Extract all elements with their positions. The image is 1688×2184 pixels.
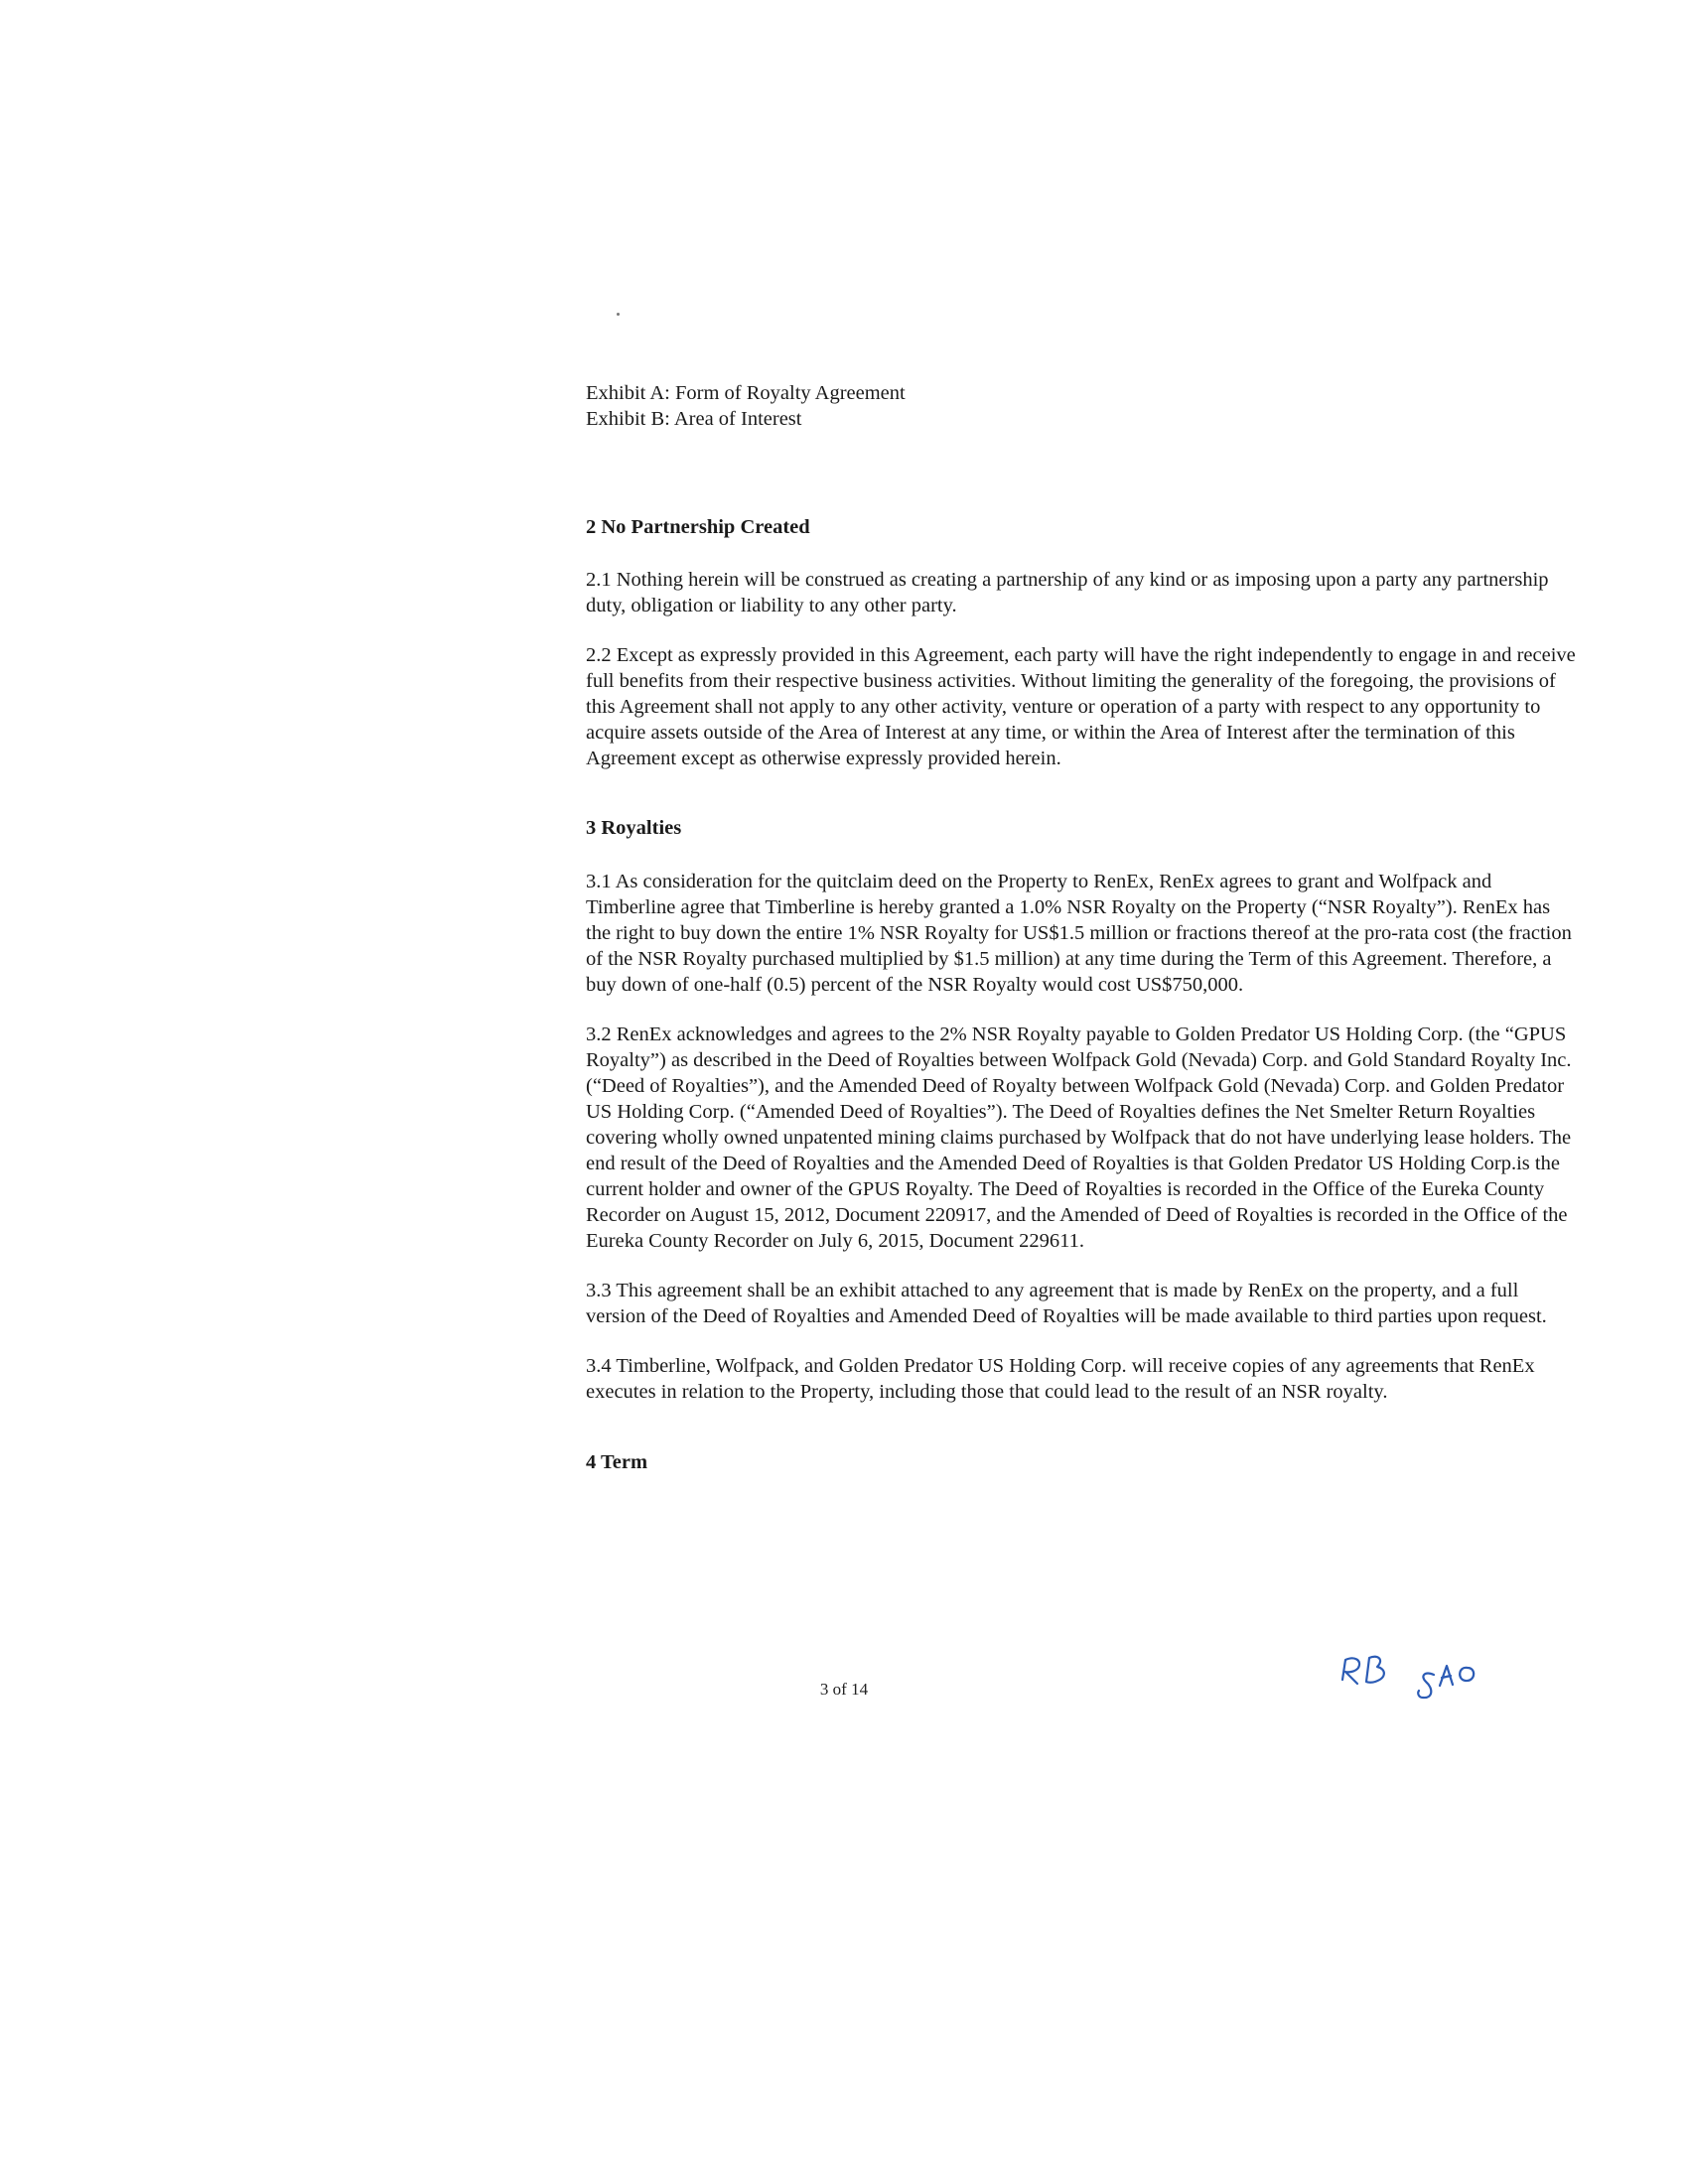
section-3-heading: 3 Royalties [586, 817, 682, 839]
section-3-2: 3.2 RenEx acknowledges and agrees to the 2% NSR Royalty payable to Golden Predator US Holding Corp. (the “GPUS Royalty”) as described in the Deed of Royalties between Wolfpack Gold (Nevada) Corp. and Gold Standard Royalty Inc. (“Deed of Royalties”), and the Amended Deed of Royalty between Wolfpack Gold (Nevada) Corp. and Golden Predator US Holding Corp. (“Amended Deed of Royalties”). The Deed of Royalties defines the Net Smelter Return Royalties covering wholly owned unpatented mining claims purchased by Wolfpack that do not have underlying lease holders. The end result of the Deed of Royalties and the Amended Deed of Royalties is that Golden Predator US Holding Corp.is the current holder and owner of the GPUS Royalty. The Deed of Royalties is recorded in the Office of the Eureka County Recorder on August 15, 2012, Document 220917, and the Amended of Deed of Royalties is recorded in the Office of the Eureka County Recorder on July 6, 2015, Document 229611. [586, 1024, 1572, 1252]
section-2-heading: 2 No Partnership Created [586, 516, 810, 538]
exhibit-list [586, 380, 1579, 432]
section-3-3: 3.3 This agreement shall be an exhibit attached to any agreement that is made by RenEx on the property, and a full version of the Deed of Royalties and Amended Deed of Royalties will be made available to third parties upon request. [586, 1280, 1547, 1327]
section-2-2: 2.2 Except as expressly provided in this Agreement, each party will have the right independently to engage in and receive full benefits from their respective business activities. Without limiting the generality of the foregoing, the provisions of this Agreement shall not apply to any other activity, venture or operation of a party with respect to any opportunity to acquire assets outside of the Area of Interest at any time, or within the Area of Interest after the termination of this Agreement except as otherwise expressly provided herein. [586, 644, 1576, 769]
section-2-1: 2.1 Nothing herein will be construed as creating a partnership of any kind or as imposing upon a party any partnership duty, obligation or liability to any other party. [586, 569, 1549, 616]
initials-drawing [1331, 1638, 1529, 1727]
exhibit-b: Exhibit B: Area of Interest [586, 408, 802, 430]
initial-b-stroke [1366, 1657, 1384, 1683]
section-3-1: 3.1 As consideration for the quitclaim deed on the Property to RenEx, RenEx agrees to grant and Wolfpack and Timberline agree that Timberline is hereby granted a 1.0% NSR Royalty on the Property (“NSR Royalty”). RenEx has the right to buy down the entire 1% NSR Royalty for US$1.5 million or fractions thereof at the pro-rata cost (the fraction of the NSR Royalty purchased multiplied by $1.5 million) at any time during the Term of this Agreement. Therefore, a buy down of one-half (0.5) percent of the NSR Royalty would cost US$750,000. [586, 871, 1572, 996]
page-number: 3 of 14 [819, 1680, 869, 1699]
exhibit-a: Exhibit A: Form of Royalty Agreement [586, 382, 906, 404]
document-body [586, 380, 1579, 1475]
scan-speck [617, 313, 620, 316]
initial-s-stroke [1418, 1674, 1434, 1699]
initial-r-stroke [1342, 1658, 1359, 1684]
handwritten-initials [1331, 1638, 1529, 1727]
section-4-heading: 4 Term [586, 1451, 648, 1473]
initial-a-stroke [1440, 1666, 1453, 1686]
initial-o-stroke [1460, 1668, 1474, 1681]
section-3-4: 3.4 Timberline, Wolfpack, and Golden Predator US Holding Corp. will receive copies of any agreements that RenEx executes in relation to the Property, including those that could lead to the result of an NSR royalty. [586, 1355, 1535, 1403]
